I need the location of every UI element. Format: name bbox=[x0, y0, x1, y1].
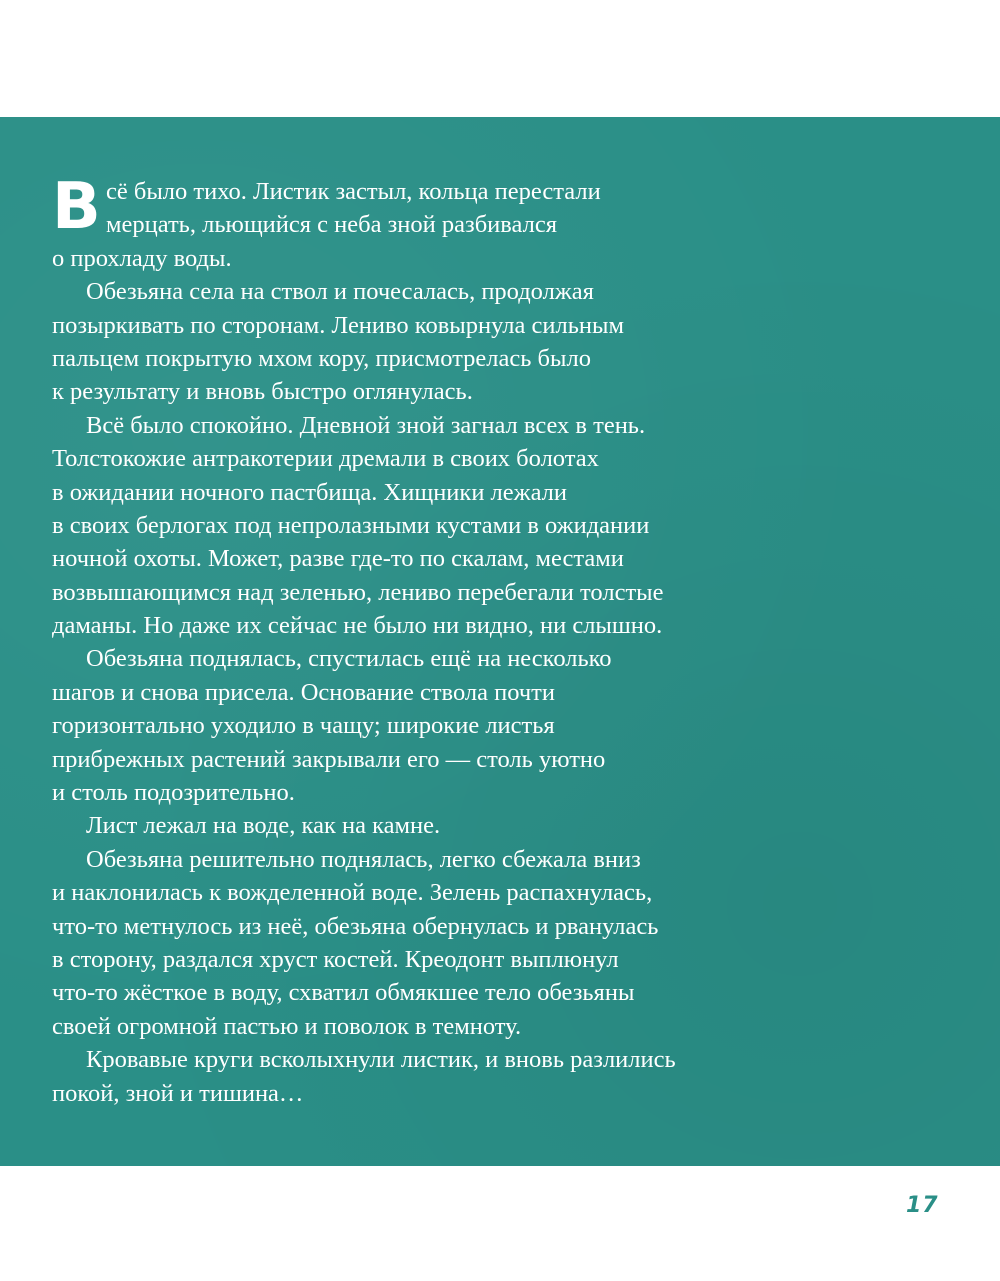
text-line: Обезьяна поднялась, спустилась ещё на несколько bbox=[86, 645, 612, 673]
text-line: позыркивать по сторонам. Лениво ковырнула сильным bbox=[52, 311, 624, 339]
story-text bbox=[52, 170, 772, 1110]
text-line: и столь подозрительно. bbox=[52, 779, 295, 807]
text-line: Кровавые круги всколыхнули листик, и вновь разлились bbox=[86, 1046, 676, 1074]
text-line: покой, зной и тишина… bbox=[52, 1079, 304, 1107]
text-line: Обезьяна решительно поднялась, легко сбежала вниз bbox=[86, 845, 641, 873]
text-line: своей огромной пастью и поволок в темноту. bbox=[52, 1012, 522, 1040]
opening-paragraph bbox=[52, 170, 772, 275]
text-line: Всё было спокойно. Дневной зной загнал всех в тень. bbox=[86, 411, 646, 439]
text-line: что-то метнулось из неё, обезьяна обернулась и рванулась bbox=[52, 912, 659, 940]
text-line: даманы. Но даже их сейчас не было ни видно, ни слышно. bbox=[52, 612, 663, 640]
text-line: Толстокожие антракотерии дремали в своих болотах bbox=[52, 445, 599, 473]
text-line: прибрежных растений закрывали его — столь уютно bbox=[52, 745, 606, 773]
text-line: что-то жёсткое в воду, схватил обмякшее тело обезьяны bbox=[52, 979, 635, 1007]
text-line: Обезьяна села на ствол и почесалась, продолжая bbox=[86, 278, 594, 306]
text-line: к результату и вновь быстро оглянулась. bbox=[52, 378, 473, 406]
text-line: возвышающимся над зеленью, лениво перебегали толстые bbox=[52, 578, 664, 606]
drop-cap: В bbox=[52, 170, 101, 244]
text-line: в своих берлогах под непролазными кустами в ожидании bbox=[52, 511, 650, 539]
text-panel bbox=[0, 117, 1000, 1166]
text-line: горизонтально уходило в чащу; широкие листья bbox=[52, 712, 555, 740]
text-line: Лист лежал на воде, как на камне. bbox=[86, 812, 441, 840]
text-line: о прохладу воды. bbox=[52, 244, 232, 272]
text-line: пальцем покрытую мхом кору, присмотрелась было bbox=[52, 344, 591, 372]
text-line: в ожидании ночного пастбища. Хищники лежали bbox=[52, 478, 568, 506]
text-line: шагов и снова присела. Основание ствола почти bbox=[52, 678, 555, 706]
page-number: 17 bbox=[906, 1193, 939, 1218]
text-line: в сторону, раздался хруст костей. Креодонт выплюнул bbox=[52, 945, 619, 973]
text-line: и наклонилась к вожделенной воде. Зелень распахнулась, bbox=[52, 879, 653, 907]
text-line: сё было тихо. Листик застыл, кольца перестали bbox=[106, 178, 601, 205]
text-line: ночной охоты. Может, разве где-то по скалам, местами bbox=[52, 545, 624, 573]
text-line: мерцать, льющийся с неба зной разбивался bbox=[106, 211, 557, 239]
